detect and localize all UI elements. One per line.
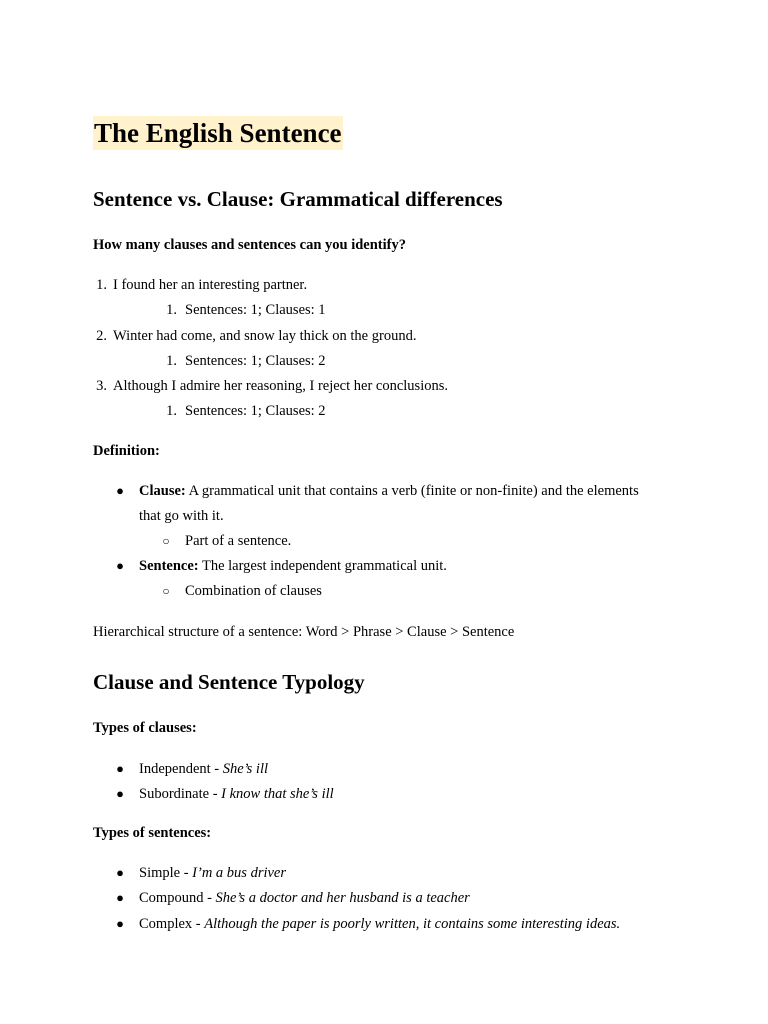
list-subitem-text: Sentences: 1; Clauses: 2 [185, 403, 326, 419]
clause-type-label: Subordinate - [139, 786, 222, 802]
clause-type-item [116, 759, 268, 779]
list-number: 1. [166, 302, 177, 318]
list-subitem [166, 401, 326, 421]
section-heading-sentence-vs-clause: Sentence vs. Clause: Grammatical differences [93, 187, 503, 211]
sentence-type-item [116, 914, 621, 934]
list-number: 3. [96, 378, 107, 394]
definition-term: Sentence: [139, 558, 199, 574]
definition-subitem [162, 581, 322, 601]
clause-type-example: I know that she’s ill [221, 786, 334, 802]
definition-text: that go with it. [139, 508, 224, 524]
list-number: 2. [96, 328, 107, 344]
list-subitem [166, 351, 326, 371]
list-item-text: Although I admire her reasoning, I reject her conclusions. [113, 378, 449, 394]
bullet-icon: ● [116, 865, 124, 880]
bullet-icon: ● [116, 761, 124, 776]
list-subitem-text: Sentences: 1; Clauses: 2 [185, 353, 326, 369]
document-title: The English Sentence [94, 118, 342, 148]
definition-subitem-text: Combination of clauses [185, 583, 322, 599]
bullet-icon: ● [116, 890, 124, 905]
sentences-label: Types of sentences: [93, 825, 212, 841]
section-heading-typology: Clause and Sentence Typology [93, 670, 365, 694]
sentence-type-example: Although the paper is poorly written, it contains some interesting ideas. [204, 916, 621, 932]
definition-subitem-text: Part of a sentence. [185, 533, 292, 549]
sentence-type-label: Compound - [139, 890, 216, 906]
bullet-icon: ● [116, 558, 124, 573]
list-subitem-text: Sentences: 1; Clauses: 1 [185, 302, 326, 318]
sentence-type-item [116, 863, 287, 883]
list-item-text: Winter had come, and snow lay thick on the ground. [113, 328, 417, 344]
list-item [96, 376, 449, 396]
list-item-text: I found her an interesting partner. [113, 277, 308, 293]
bullet-icon: ● [116, 786, 124, 801]
hollow-bullet-icon: ○ [162, 534, 170, 548]
list-number: 1. [166, 403, 177, 419]
clauses-label: Types of clauses: [93, 720, 197, 736]
list-item [96, 275, 308, 295]
hierarchy-text: Hierarchical structure of a sentence: Word > Phrase > Clause > Sentence [93, 624, 515, 640]
definition-text-continued [139, 506, 224, 526]
bullet-icon: ● [116, 916, 124, 931]
question-text: How many clauses and sentences can you identify? [93, 237, 406, 253]
clause-type-label: Independent - [139, 761, 223, 777]
definition-term: Clause: [139, 483, 186, 499]
definition-label: Definition: [93, 443, 160, 459]
bullet-icon: ● [116, 483, 124, 498]
definition-subitem [162, 531, 292, 551]
definition-text: A grammatical unit that contains a verb (finite or non-finite) and the elements [188, 483, 639, 499]
clause-type-item [116, 784, 334, 804]
list-number: 1. [96, 277, 107, 293]
list-subitem [166, 300, 326, 320]
definition-item [116, 481, 639, 501]
sentence-type-example: She’s a doctor and her husband is a teacher [215, 890, 470, 906]
list-item [96, 326, 417, 346]
definition-text: The largest independent grammatical unit. [201, 558, 447, 574]
sentence-type-label: Simple - [139, 865, 193, 881]
sentence-type-item [116, 888, 470, 908]
sentence-type-example: I’m a bus driver [192, 865, 287, 881]
sentence-type-label: Complex - [139, 916, 205, 932]
hollow-bullet-icon: ○ [162, 584, 170, 598]
list-number: 1. [166, 353, 177, 369]
clause-type-example: She’s ill [222, 761, 268, 777]
definition-item [116, 556, 447, 576]
